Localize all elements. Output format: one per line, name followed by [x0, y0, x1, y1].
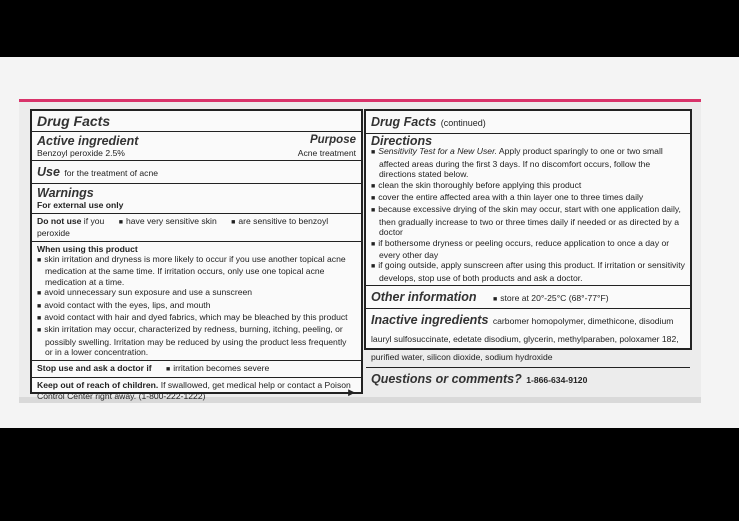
- use-label: Use: [37, 165, 60, 180]
- do-not-use-section: [32, 214, 361, 242]
- when-using-title: When using this product: [37, 243, 138, 254]
- drug-facts-continued-title-section: [366, 111, 690, 134]
- do-not-use-item: ■ are sensitive to benzoyl peroxide: [37, 216, 328, 238]
- directions-item: ■ because excessive drying of the skin may occur, start with one application daily, then gradually increase to two or three times daily if needed or as directed by a doctor: [371, 204, 685, 237]
- questions-label: Questions or comments?: [371, 372, 522, 387]
- do-not-use-label: Do not use: [37, 215, 82, 226]
- drug-facts-title: Drug Facts: [37, 113, 111, 129]
- do-not-use-if: if you: [83, 215, 105, 226]
- drug-facts-left-panel: [30, 109, 363, 401]
- warnings-section: [32, 184, 361, 213]
- active-ingredient-section: [32, 132, 361, 161]
- directions-item: ■ if bothersome dryness or peeling occurs, reduce application to once a day or every other day: [371, 238, 685, 261]
- when-using-item: ■ avoid contact with hair and dyed fabrics, which may be bleached by this product: [37, 312, 356, 324]
- when-using-item: ■ skin irritation may occur, characterized by redness, burning, itching, peeling, or possibly swelling. Irritation may be reduced by using the product less frequently or in a lower concentration.: [37, 324, 356, 357]
- other-information-text: ■ store at 20°-25°C (68°-77°F): [485, 293, 609, 303]
- do-not-use-item: ■ have very sensitive skin: [111, 216, 217, 226]
- drug-facts-right-panel: [364, 109, 692, 387]
- directions-section: [366, 134, 690, 286]
- when-using-item: ■ avoid contact with the eyes, lips, and mouth: [37, 300, 356, 312]
- when-using-item: ■ skin irritation and dryness is more likely to occur if you use another topical acne medication at the same time. If irritation occurs, only use one topical acne medication at a time.: [37, 254, 356, 287]
- active-ingredient-label: Active ingredient: [37, 134, 139, 148]
- when-using-section: [32, 242, 361, 361]
- questions-section: [366, 368, 690, 390]
- use-text: for the treatment of acne: [64, 168, 159, 179]
- use-section: [32, 161, 361, 184]
- when-using-item: ■ avoid unnecessary sun exposure and use a sunscreen: [37, 287, 356, 299]
- inactive-ingredients-section: [366, 309, 690, 368]
- photo-background: [0, 57, 739, 428]
- other-information-label: Other information: [371, 290, 477, 305]
- keep-out-text: If swallowed, get medical help or contact a Poison Control Center right away. (1-800-222-1222): [37, 380, 351, 401]
- keep-out-label: Keep out of reach of children.: [37, 380, 159, 391]
- sensitivity-test-lead: Sensitivity Test for a New User.: [378, 146, 497, 157]
- questions-phone: 1-866-634-9120: [526, 375, 588, 386]
- right-triangle-arrow-icon: ▶: [348, 386, 355, 397]
- stop-use-section: [32, 361, 361, 378]
- directions-item: ■ if going outside, apply sunscreen after using this product. If irritation or sensitivity develops, stop use of both products and ask a doctor.: [371, 260, 685, 283]
- directions-item: ■ clean the skin thoroughly before applying this product: [371, 180, 685, 192]
- inactive-ingredients-label: Inactive ingredients: [371, 313, 489, 328]
- purpose-value: Acne treatment: [297, 148, 356, 158]
- directions-item: [371, 146, 685, 179]
- drug-facts-continued-title: Drug Facts: [371, 115, 437, 129]
- keep-out-section: [32, 378, 361, 403]
- directions-item: ■ cover the entire affected area with a thin layer one to three times daily: [371, 192, 685, 204]
- warnings-title: Warnings: [37, 186, 94, 201]
- stop-use-label: Stop use and ask a doctor if: [37, 362, 152, 373]
- purpose-label: Purpose: [309, 134, 356, 146]
- other-information-section: [366, 286, 690, 309]
- active-ingredient-value: Benzoyl peroxide 2.5%: [37, 148, 125, 158]
- drug-facts-title-section: [32, 111, 361, 132]
- stop-use-item: ■ irritation becomes severe: [158, 363, 269, 373]
- continued-suffix: (continued): [440, 118, 486, 128]
- inactive-ingredients-text: carbomer homopolymer, dimethicone, disodium lauryl sulfosuccinate, edetate disodium, glycerin, methylparaben, poloxamer 182, purified water, silicon dioxide, sodium hydroxide: [371, 316, 679, 363]
- directions-label: Directions: [371, 134, 433, 148]
- external-use-text: For external use only: [37, 200, 124, 211]
- directions-item-text: Apply product sparingly to one or two small affected areas during the first 3 days. If no discomfort occurs, follow the directions stated below.: [379, 146, 663, 180]
